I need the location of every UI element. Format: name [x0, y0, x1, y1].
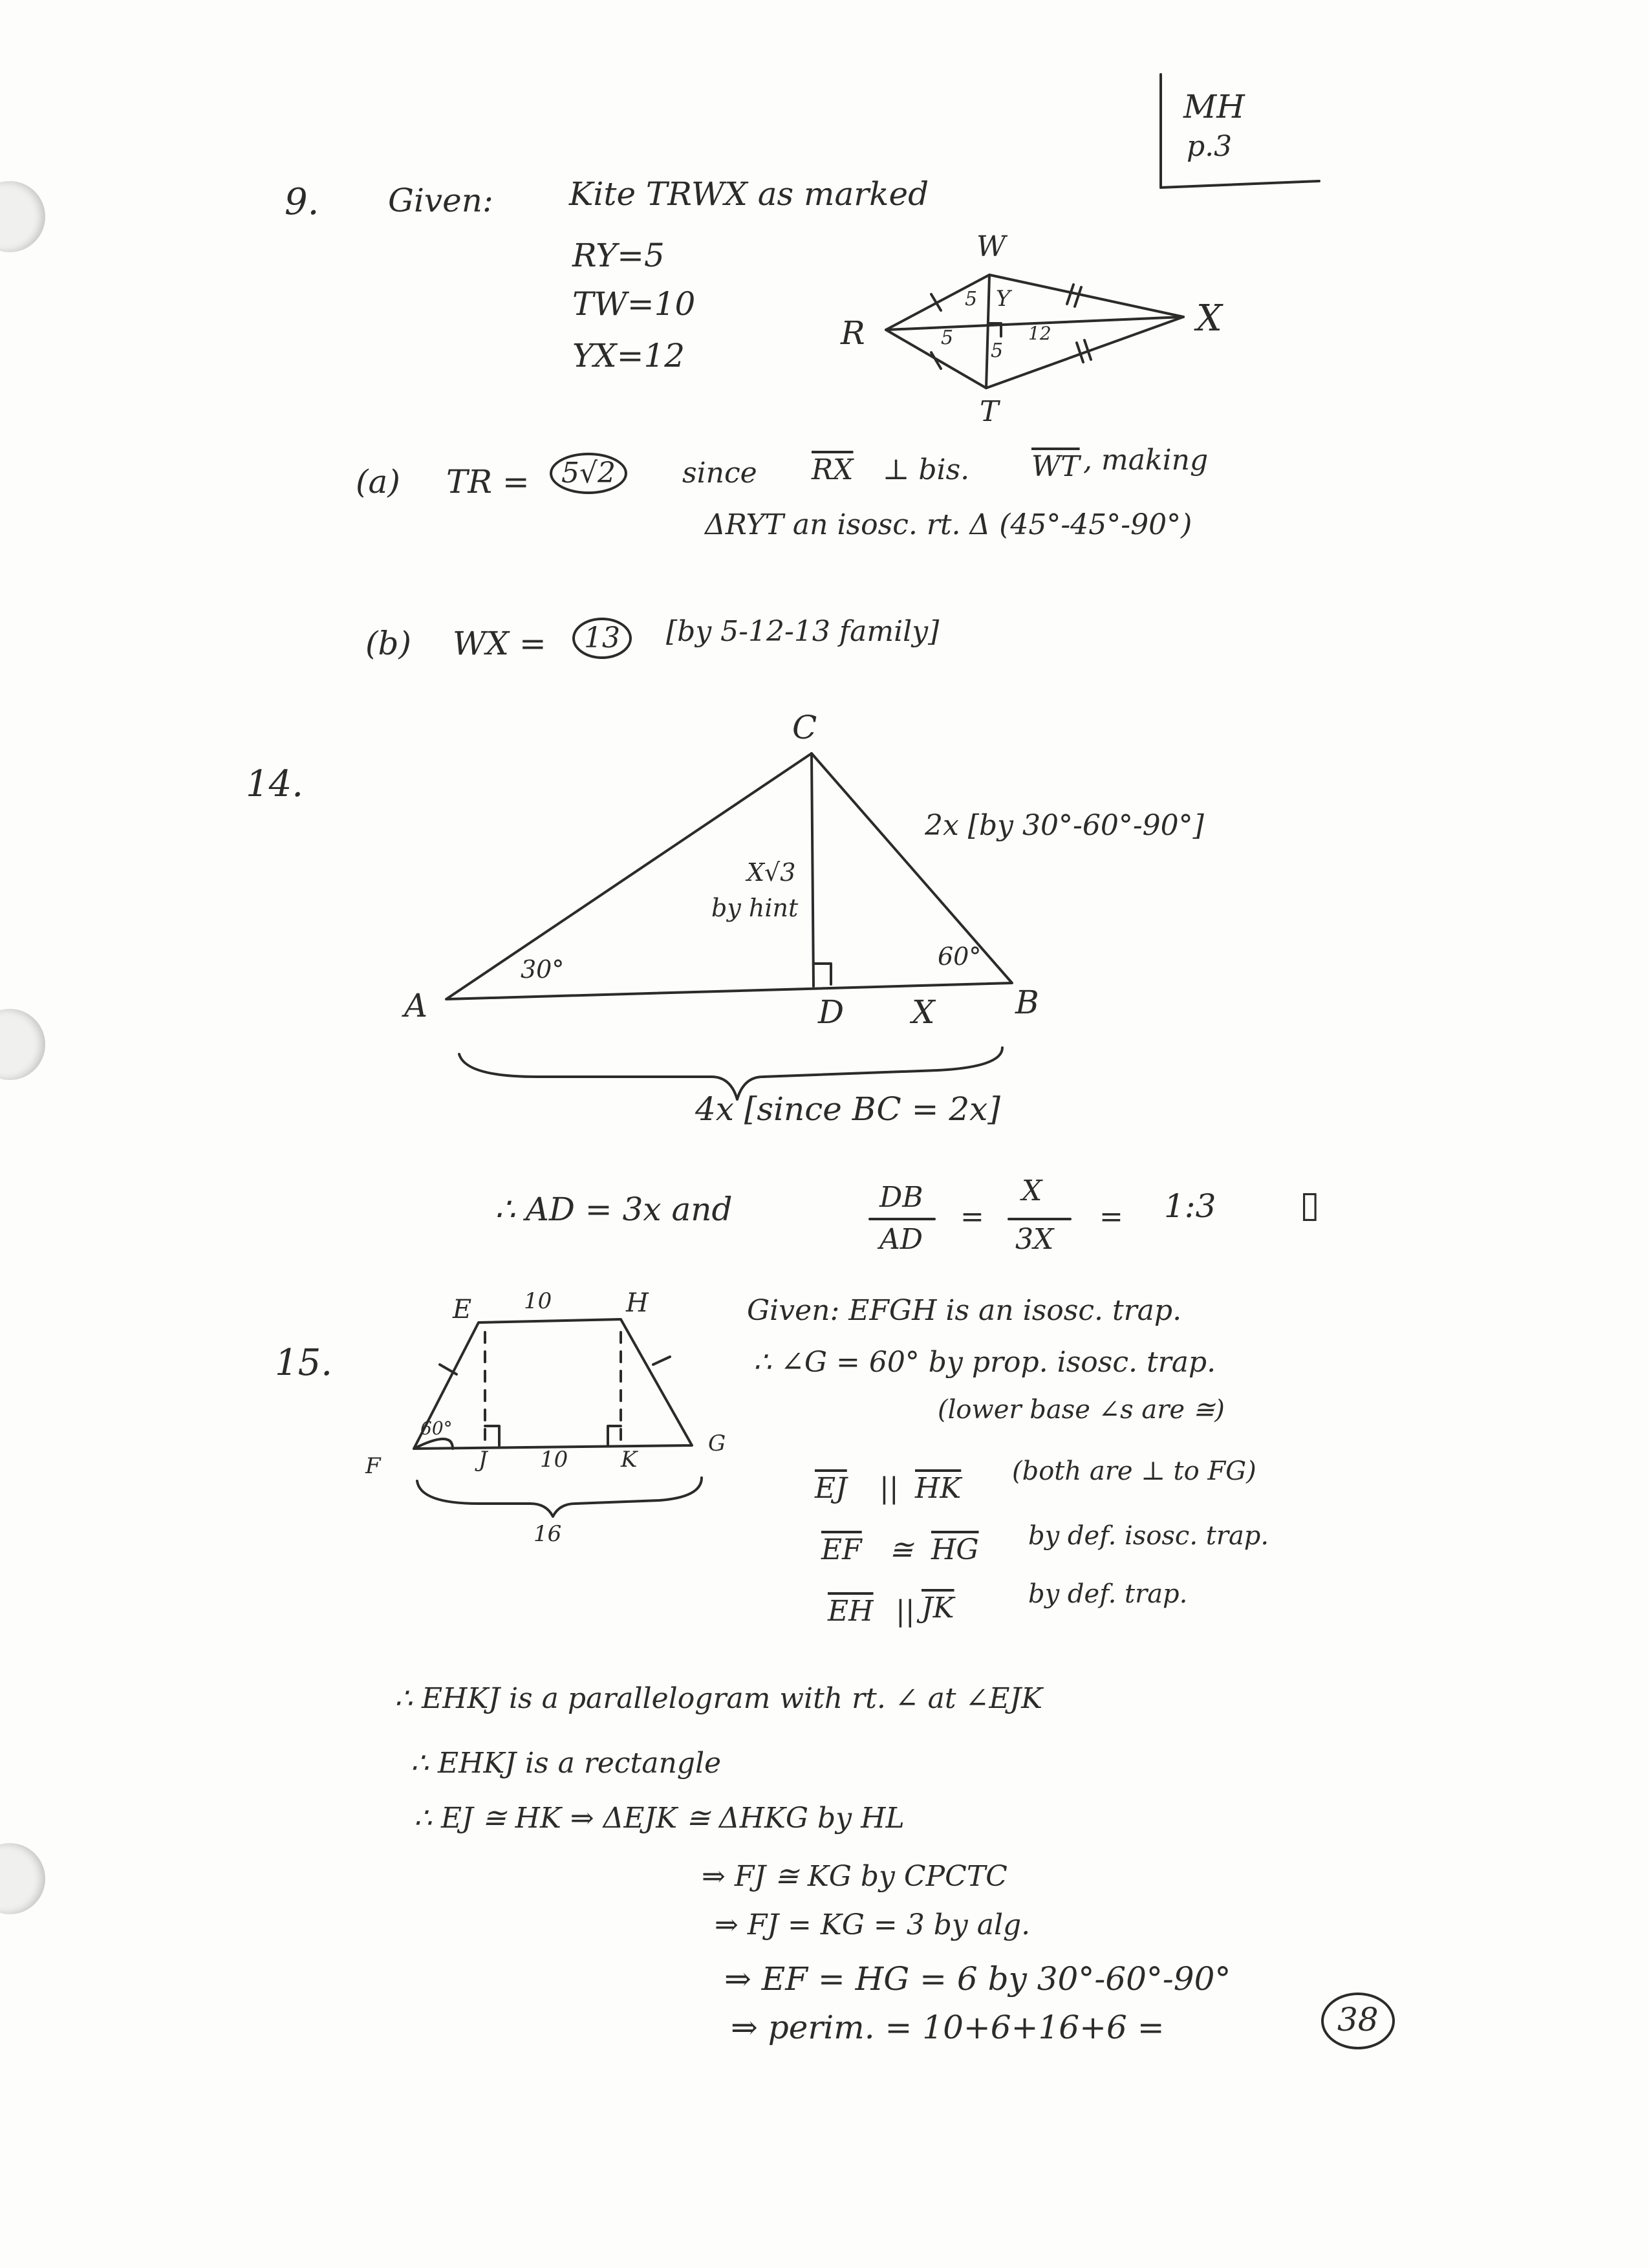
segment-hg: $\overline{HG}$	[931, 1533, 979, 1566]
trap-label-f: F	[365, 1453, 381, 1479]
parallel-symbol: ||	[879, 1472, 899, 1505]
problem-9-fact: YX=12	[572, 337, 685, 374]
triangle-label-c: C	[792, 709, 817, 746]
proof-reason: by def. trap.	[1028, 1579, 1188, 1609]
conclusion-step: ⇒ FJ ≅ KG by CPCTC	[702, 1860, 1008, 1893]
kite-length-wy: 5	[965, 288, 978, 310]
kite-label-x: X	[1196, 297, 1222, 340]
problem-14-number: 14.	[246, 763, 304, 805]
segment-jk: $\overline{JK}$	[921, 1592, 954, 1625]
trap-bottom-length: 16	[534, 1521, 562, 1547]
conclusion-step: ∴ EHKJ is a rectangle	[411, 1747, 722, 1780]
conclusion-step: ⇒ FJ = KG = 3 by alg.	[715, 1908, 1031, 1941]
ratio-equals: =	[960, 1200, 984, 1233]
problem-9-fact: TW=10	[572, 285, 696, 323]
kite-length-ry: 5	[941, 327, 954, 349]
part-a-expr: TR =	[446, 463, 530, 501]
part-b-expr: WX =	[453, 625, 546, 662]
trap-label-j: J	[479, 1447, 488, 1473]
triangle-label-a: A	[404, 987, 428, 1024]
problem-14-conclusion-lead: ∴ AD = 3x and	[495, 1191, 733, 1228]
angle-b-label: 60°	[938, 942, 982, 971]
ratio-denominator-3x: 3X	[1015, 1223, 1054, 1256]
kite-length-yx: 12	[1028, 323, 1051, 344]
conclusion-step: ∴ EJ ≅ HK ⇒ ΔEJK ≅ ΔHKG by HL	[414, 1802, 905, 1835]
trap-top-length: 10	[524, 1288, 552, 1314]
congruent-symbol: ≅	[889, 1533, 913, 1566]
segment-cd-label: X√3	[747, 858, 796, 887]
problem-9-number: 9.	[285, 181, 319, 223]
end-of-proof-mark: ▯	[1300, 1183, 1320, 1226]
segment-db-label: X	[912, 993, 935, 1031]
trap-angle-f: 60°	[420, 1418, 453, 1439]
part-a-segment-wt: $\overline{WT}$	[1031, 450, 1080, 483]
proof-step: ∴ ∠G = 60° by prop. isosc. trap.	[753, 1346, 1216, 1379]
segment-eh: $\overline{EH}$	[828, 1595, 874, 1628]
segment-ab-label: 4x [since BC = 2x]	[695, 1090, 1000, 1128]
ratio-denominator-ad: AD	[879, 1223, 923, 1256]
proof-step: Given: EFGH is an isosc. trap.	[747, 1294, 1182, 1327]
proof-step: (lower base ∠s are ≅)	[938, 1395, 1225, 1425]
ratio-result: 1:3	[1164, 1187, 1216, 1225]
trap-label-g: G	[708, 1431, 726, 1456]
header-page: p.3	[1187, 130, 1233, 163]
kite-label-w: W	[976, 230, 1006, 263]
ratio-numerator-x: X	[1022, 1174, 1042, 1207]
ratio-numerator-db: DB	[879, 1181, 923, 1214]
problem-9-given-text: Kite TRWX as marked	[569, 175, 929, 213]
trap-mid-length: 10	[540, 1447, 568, 1473]
trap-label-k: K	[621, 1447, 638, 1473]
parallel-symbol: ||	[896, 1595, 915, 1628]
trap-label-e: E	[453, 1295, 472, 1324]
ratio-equals: =	[1099, 1200, 1123, 1233]
conclusion-step: ⇒ perim. = 10+6+16+6 =	[731, 2009, 1165, 2046]
problem-15-number: 15.	[275, 1342, 333, 1384]
part-b-label: (b)	[365, 625, 412, 662]
conclusion-step: ⇒ EF = HG = 6 by 30°-60°-90°	[724, 1960, 1231, 1998]
proof-reason: (both are ⊥ to FG)	[1012, 1456, 1256, 1486]
kite-label-t: T	[980, 395, 999, 428]
triangle-label-d: D	[818, 993, 845, 1031]
perimeter-answer: 38	[1337, 2001, 1379, 2038]
header-initials: MH	[1183, 88, 1245, 125]
kite-label-y: Y	[996, 286, 1011, 312]
part-a-segment-rx: $\overline{RX}$	[812, 453, 854, 486]
part-a-making: , making	[1083, 444, 1209, 477]
part-b-answer: 13	[572, 618, 632, 659]
part-a-since: since	[682, 457, 757, 490]
segment-ej: $\overline{EJ}$	[815, 1472, 847, 1505]
trap-label-h: H	[626, 1288, 649, 1318]
conclusion-step: ∴ EHKJ is a parallelogram with rt. ∠ at ∠EJK	[394, 1682, 1043, 1715]
segment-hk: $\overline{HK}$	[915, 1472, 962, 1505]
part-a-perp: ⊥ bis.	[883, 453, 970, 486]
part-a-label: (a)	[356, 463, 400, 501]
segment-cd-reason: by hint	[711, 894, 799, 922]
part-b-reason: [by 5-12-13 family]	[666, 615, 940, 648]
kite-length-yt: 5	[991, 340, 1004, 362]
proof-reason: by def. isosc. trap.	[1028, 1521, 1269, 1551]
segment-ef: $\overline{EF}$	[821, 1533, 862, 1566]
part-a-line2: ΔRYT an isosc. rt. Δ (45°-45°-90°)	[705, 508, 1192, 541]
segment-bc-label: 2x [by 30°-60°-90°]	[925, 809, 1204, 842]
kite-label-r: R	[841, 314, 865, 352]
part-a-answer: 5√2	[550, 453, 627, 494]
triangle-label-b: B	[1015, 984, 1039, 1021]
angle-a-label: 30°	[521, 955, 565, 984]
problem-9-given-label: Given:	[388, 182, 493, 219]
problem-9-fact: RY=5	[572, 237, 665, 274]
